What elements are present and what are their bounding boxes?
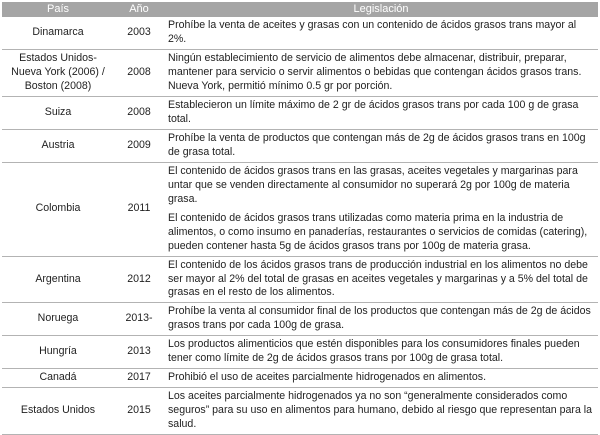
legislation-text: Prohíbe la venta de productos que contengan más de 2g de ácidos grasos trans en 100g de grasa total.: [168, 131, 586, 158]
country-cell: Austria: [2, 129, 114, 162]
table-row: [2, 17, 598, 49]
table-row: [2, 369, 598, 388]
country-cell: Colombia: [2, 162, 114, 256]
legislation-cell: [164, 162, 598, 256]
table-body: [2, 17, 598, 435]
year-cell: 2009: [114, 129, 164, 162]
country-cell: Suiza: [2, 96, 114, 129]
country-cell: Canadá: [2, 369, 114, 388]
legislation-text: Establecieron un límite máximo de 2 gr de ácidos grasos trans por cada 100 g de grasa total.: [168, 98, 579, 125]
legislation-table-container: [2, 2, 598, 435]
country-cell: Dinamarca: [32, 25, 84, 38]
table-row: [2, 388, 598, 435]
legislation-text: Prohíbe la venta de aceites y grasas con un contenido de ácidos grasos trans mayor al 2%.: [168, 19, 577, 45]
legislation-cell: [164, 129, 598, 162]
legislation-text: El contenido de ácidos grasos trans utilizadas como materia prima en la industria de alimentos, o como insumo en panaderías, restaurantes o servicios de comidas (catering), pueden contener hasta 5g de ácidos grasos trans por 100g de materia grasa.: [168, 211, 588, 252]
table-header: [2, 2, 598, 17]
country-cell: Noruega: [2, 303, 114, 336]
legislation-cell: [164, 256, 598, 303]
legislation-cell: [164, 369, 598, 388]
year-cell: 2012: [114, 256, 164, 303]
table-row: [2, 49, 598, 96]
year-cell: 2011: [114, 162, 164, 256]
legislation-cell: [164, 336, 598, 369]
legislation-text: Ningún establecimiento de servicio de alimentos debe almacenar, distribuir, preparar, mantener para servicio o servir alimentos o bebidas que contengan ácidos grasos trans. Nueva York, permitió mínimo 0.5 gr por porción.: [168, 51, 582, 92]
header-row: [2, 2, 598, 17]
country-cell: Estados Unidos: [2, 388, 114, 435]
country-cell: Argentina: [2, 256, 114, 303]
legislation-cell: [164, 303, 598, 336]
legislation-text: El contenido de ácidos grasos trans en las grasas, aceites vegetales y margarinas para untar que se venden directamente al consumidor no superará 2g por 100g de materia grasa.: [168, 164, 578, 205]
legislation-cell: [164, 388, 598, 435]
legislation-text: Los productos alimenticios que estén disponibles para los consumidores finales pueden tener como límite de 2g de ácidos grasos trans por 100g de grasa total.: [168, 338, 580, 365]
country-cell: Estados Unidos-Nueva York (2006) / Boston (2008): [2, 49, 114, 96]
legislation-text: Prohíbe la venta al consumidor final de los productos que contengan más de 2g de ácidos grasos trans por cada 100g de grasa.: [168, 305, 591, 332]
table-row: [2, 96, 598, 129]
year-cell: 2015: [114, 388, 164, 435]
legislation-text: Los aceites parcialmente hidrogenados ya no son “generalmente considerados como seguros” para su uso en alimentos para humano, debido al riesgo que representan para la salud.: [168, 390, 593, 431]
legislation-cell: [164, 17, 598, 49]
table-row: [2, 256, 598, 303]
header-country: País: [2, 2, 114, 17]
table-row: [2, 129, 598, 162]
year-cell: 2017: [114, 369, 164, 388]
table-row: [2, 162, 598, 256]
table-row: [2, 336, 598, 369]
legislation-text: El contenido de los ácidos grasos trans de producción industrial en los alimentos no debe ser mayor al 2% del total de grasas en aceites vegetales y margarinas y a 5% del total de grasas en el resto de los alimentos.: [168, 258, 588, 299]
legislation-cell: [164, 49, 598, 96]
year-cell: 2008: [114, 49, 164, 96]
table-row: [2, 303, 598, 336]
legislation-cell: [164, 96, 598, 129]
header-legislation: Legislación: [164, 2, 598, 17]
legislation-text: Prohibió el uso de aceites parcialmente hidrogenados en alimentos.: [168, 371, 487, 384]
country-cell: Hungría: [2, 336, 114, 369]
legislation-table: [2, 2, 598, 435]
header-year: Año: [114, 2, 164, 17]
year-cell: 2013-: [114, 303, 164, 336]
year-cell: 2013: [114, 336, 164, 369]
year-cell: 2008: [114, 96, 164, 129]
year-cell: 2003: [127, 25, 151, 38]
